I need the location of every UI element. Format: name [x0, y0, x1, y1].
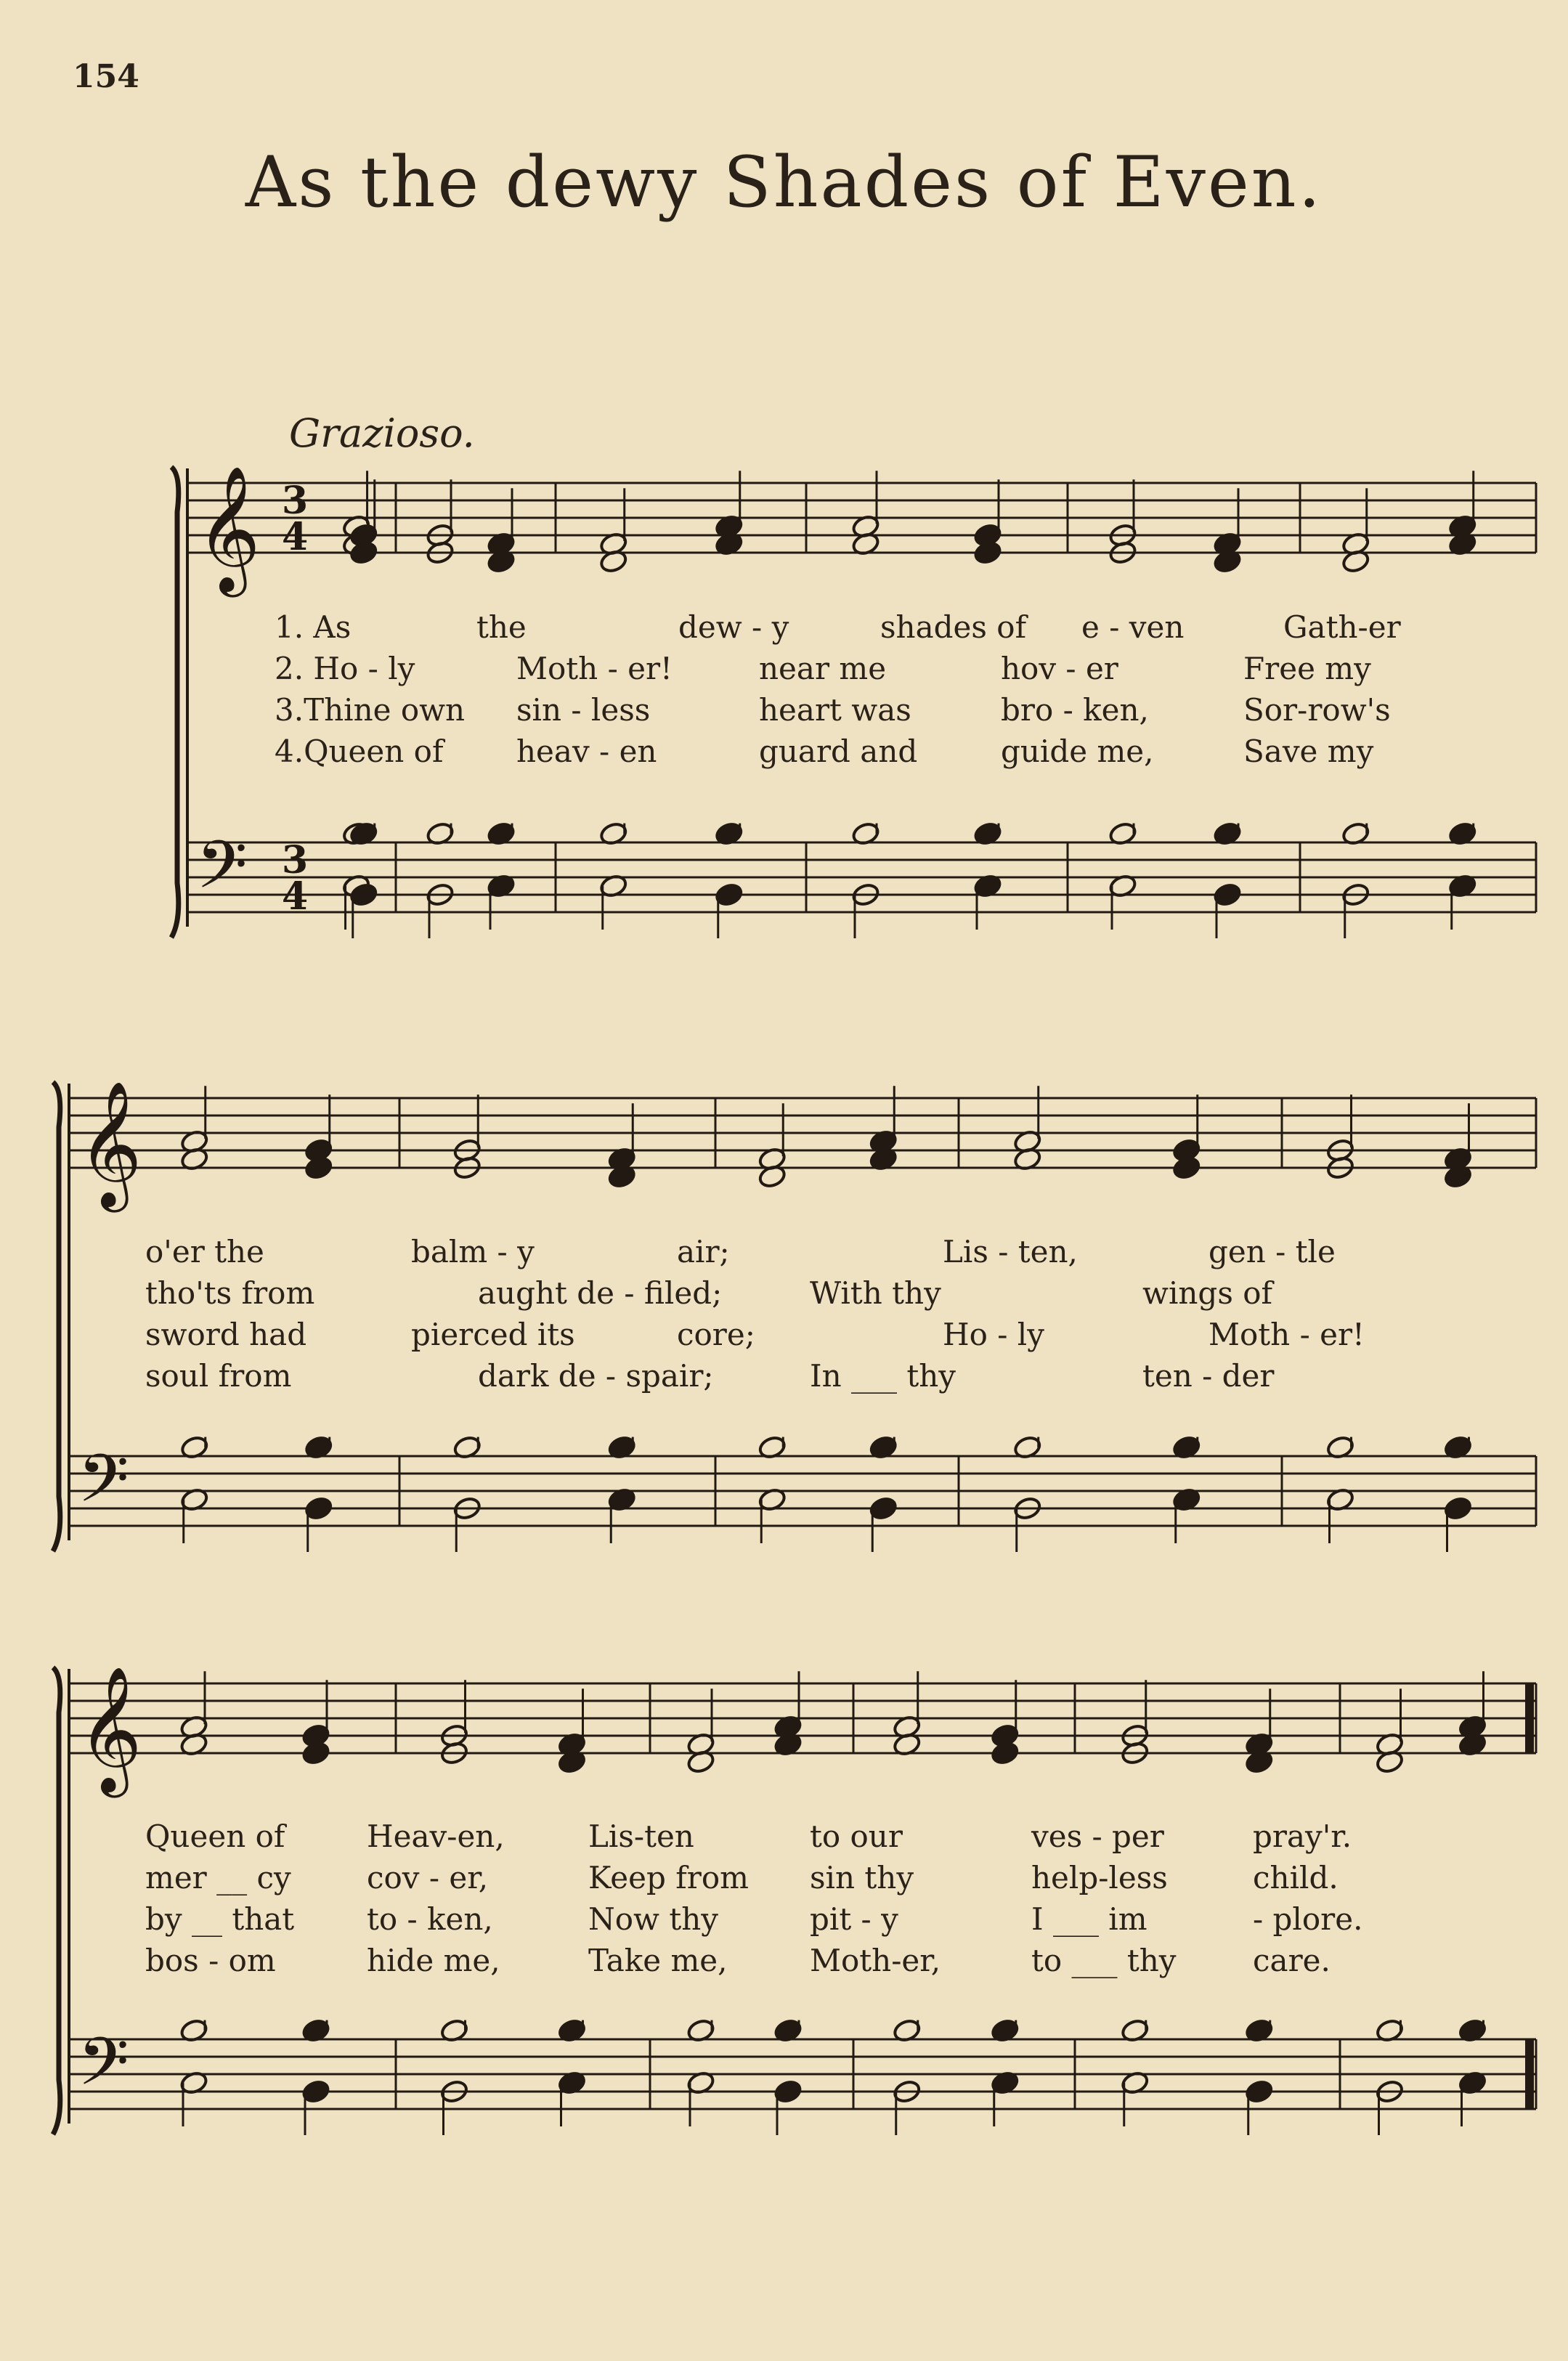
lyric-segment: air;	[677, 1234, 730, 1269]
lyric-segment: shades of	[880, 609, 1027, 645]
time-signature-treble: 4	[282, 515, 309, 559]
lyric-segment: dark de - spair;	[478, 1358, 714, 1394]
lyric-segment: balm - y	[411, 1234, 535, 1269]
treble-staff	[69, 1683, 1536, 1753]
lyric-segment: 1. As	[275, 609, 352, 645]
lyric-segment: guide me,	[1001, 734, 1154, 769]
lyric-segment: Moth-er,	[810, 1943, 941, 1978]
treble-clef: 𝄞	[78, 1666, 142, 1792]
lyric-segment: Queen of	[145, 1819, 285, 1854]
lyric-segment: Gath-er	[1283, 609, 1401, 645]
treble-clef: 𝄞	[196, 466, 261, 592]
bass-staff	[69, 1456, 1536, 1526]
lyric-segment: Keep from	[588, 1860, 749, 1895]
lyric-segment: hov - er	[1001, 651, 1118, 686]
lyric-segment: Lis - ten,	[943, 1234, 1078, 1269]
lyric-segment: care.	[1253, 1943, 1331, 1978]
lyric-segment: hide me,	[367, 1943, 500, 1978]
lyric-segment: Free my	[1243, 651, 1371, 686]
lyric-segment: wings of	[1142, 1275, 1273, 1311]
time-signature-bass: 3	[282, 838, 309, 882]
lyric-segment: ves - per	[1031, 1819, 1164, 1854]
lyric-segment: core;	[677, 1317, 755, 1352]
time-signature-treble: 3	[282, 479, 309, 523]
lyric-segment: Moth - er!	[1209, 1317, 1365, 1352]
lyric-segment: sin thy	[810, 1860, 914, 1895]
lyric-segment: Ho - ly	[943, 1317, 1044, 1352]
lyric-segment: gen - tle	[1209, 1234, 1336, 1269]
lyric-segment: Lis-ten	[588, 1819, 694, 1854]
lyric-segment: 4.Queen of	[275, 734, 444, 769]
lyric-segment: bro - ken,	[1001, 692, 1149, 728]
lyric-segment: 3.Thine own	[275, 692, 466, 728]
bass-clef: 𝄢	[78, 1440, 129, 1533]
lyric-segment: bos - om	[145, 1943, 276, 1978]
lyric-segment: pit - y	[810, 1901, 898, 1937]
bass-clef: 𝄢	[196, 826, 248, 919]
brace	[53, 1667, 60, 2134]
bass-clef: 𝄢	[78, 2023, 129, 2116]
lyric-segment: Save my	[1243, 734, 1374, 769]
brace	[171, 467, 179, 938]
treble-clef: 𝄞	[78, 1081, 142, 1207]
lyric-segment: by __ that	[145, 1901, 295, 1937]
lyric-segment: help-less	[1031, 1860, 1168, 1895]
lyric-segment: Heav-en,	[367, 1819, 505, 1854]
lyric-segment: pray'r.	[1253, 1819, 1352, 1854]
lyric-segment: Now thy	[588, 1901, 718, 1937]
lyric-segment: pierced its	[411, 1317, 575, 1352]
lyric-segment: tho'ts from	[145, 1275, 315, 1311]
lyric-segment: to - ken,	[367, 1901, 493, 1937]
lyric-segment: near me	[759, 651, 887, 686]
lyric-segment: e - ven	[1081, 609, 1185, 645]
lyric-segment: soul from	[145, 1358, 292, 1394]
lyric-segment: - plore.	[1253, 1901, 1363, 1937]
lyric-segment: With thy	[810, 1275, 941, 1311]
time-signature-bass: 4	[282, 874, 309, 919]
lyric-segment: heav - en	[516, 734, 657, 769]
tempo-marking: Grazioso.	[289, 410, 475, 456]
lyric-segment: cov - er,	[367, 1860, 489, 1895]
lyric-segment: child.	[1253, 1860, 1339, 1895]
page-number: 154	[73, 58, 139, 95]
lyric-segment: ten - der	[1142, 1358, 1275, 1394]
lyric-segment: aught de - filed;	[478, 1275, 723, 1311]
lyric-segment: sin - less	[516, 692, 651, 728]
lyric-segment: guard and	[759, 734, 918, 769]
lyric-segment: 2. Ho - ly	[275, 651, 415, 686]
lyric-segment: Take me,	[588, 1943, 728, 1978]
bass-staff	[69, 2039, 1536, 2109]
bass-staff	[187, 842, 1536, 912]
lyric-segment: to our	[810, 1819, 903, 1854]
brace	[53, 1082, 60, 1551]
hymn-title: As the dewy Shades of Even.	[245, 142, 1323, 223]
treble-staff	[187, 483, 1536, 553]
lyric-segment: o'er the	[145, 1234, 264, 1269]
lyric-segment: dew - y	[678, 609, 789, 645]
lyric-segment: In ___ thy	[810, 1358, 956, 1394]
lyric-segment: I ___ im	[1031, 1901, 1147, 1937]
lyric-segment: sword had	[145, 1317, 307, 1352]
lyric-segment: Moth - er!	[516, 651, 673, 686]
treble-staff	[69, 1098, 1536, 1168]
lyric-segment: the	[476, 609, 527, 645]
lyric-segment: heart was	[759, 692, 911, 728]
lyric-segment: Sor-row's	[1243, 692, 1391, 728]
lyric-segment: to ___ thy	[1031, 1943, 1177, 1978]
lyric-segment: mer __ cy	[145, 1860, 291, 1895]
